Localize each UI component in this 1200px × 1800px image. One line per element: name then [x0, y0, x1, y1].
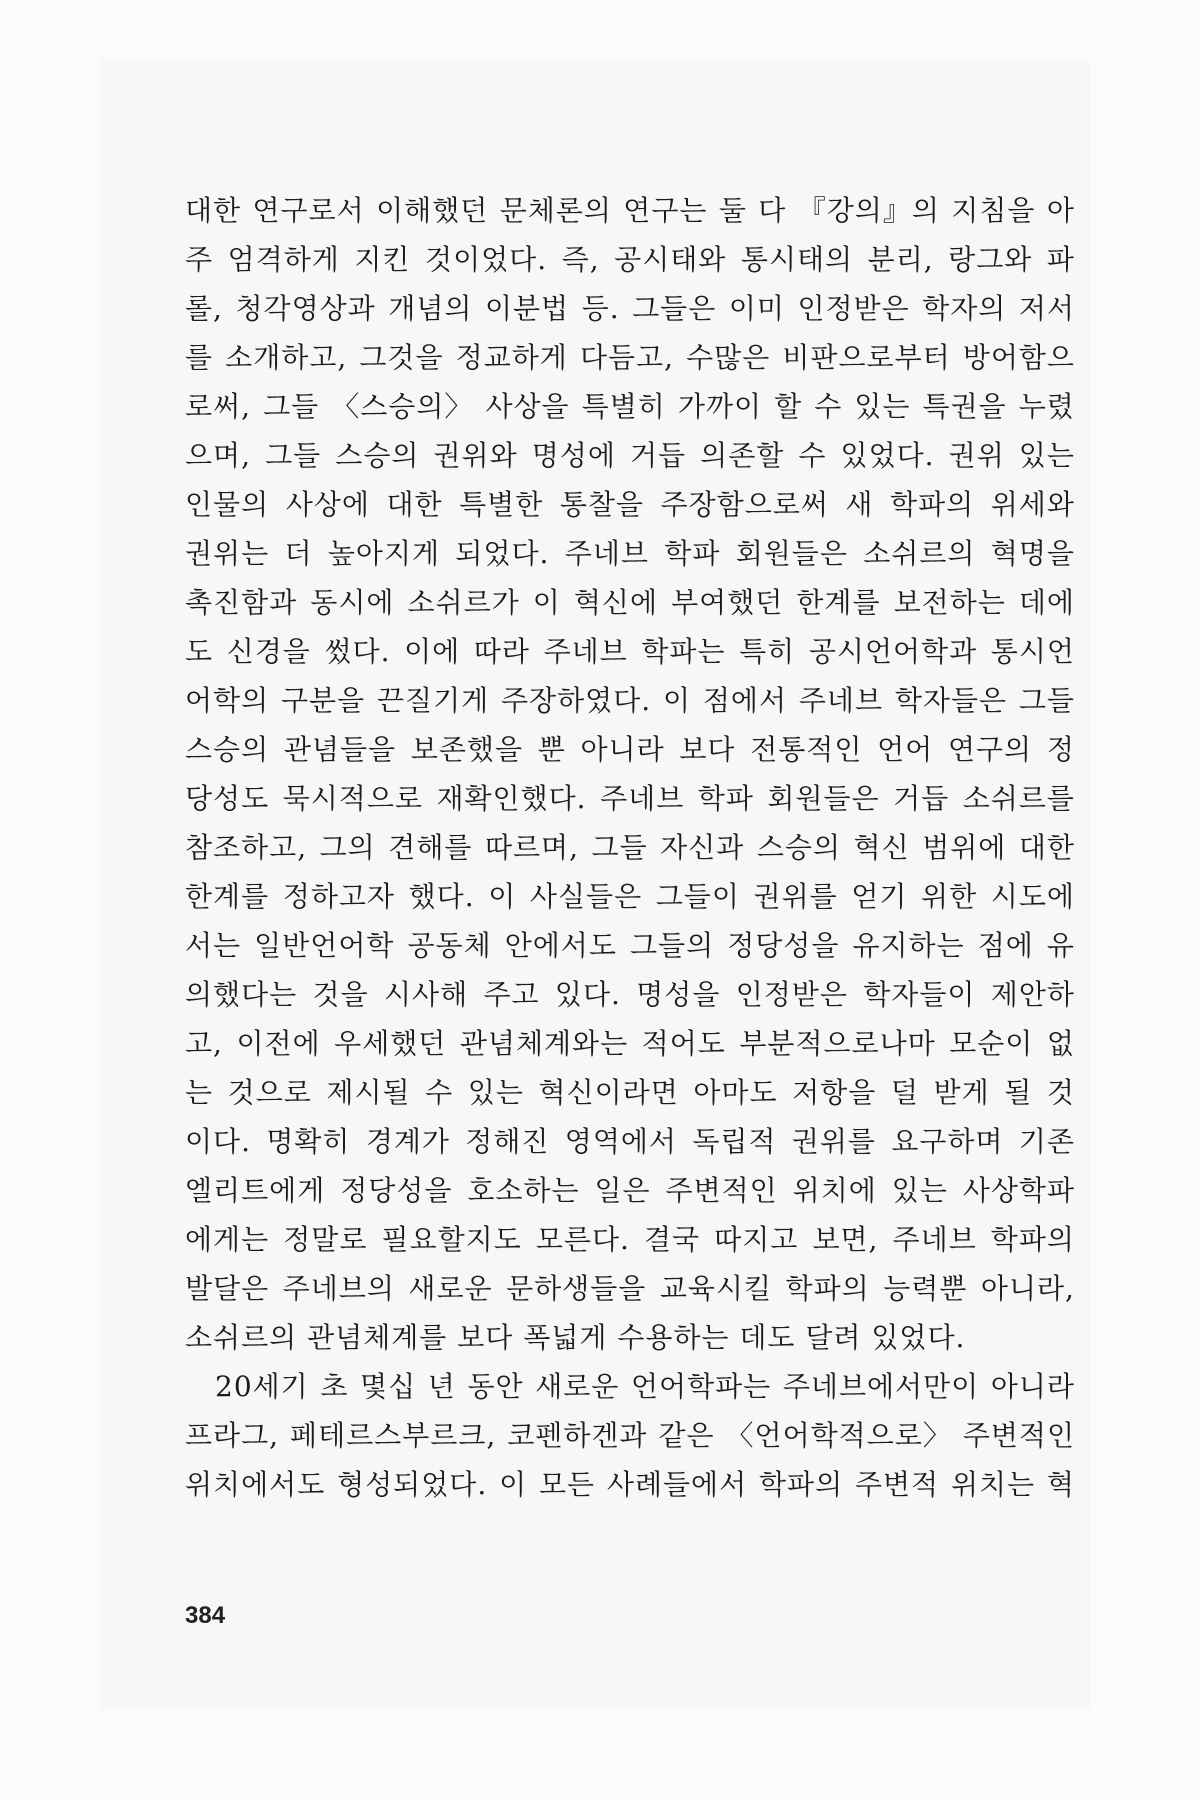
word: 안에서도 [504, 929, 617, 962]
word: 주고 [483, 978, 540, 1011]
text-line [185, 1411, 1075, 1460]
word: 인정받은 [797, 292, 910, 325]
word: 20세기 [215, 1370, 309, 1403]
word: 새로운 [535, 1370, 620, 1403]
word: 관념들을 [283, 733, 397, 766]
word: 썼다. [324, 635, 391, 668]
text-line [185, 1019, 1075, 1068]
word: 소쉬르가 [407, 586, 520, 619]
text-line [185, 921, 1075, 970]
word: 의존할 [700, 439, 785, 472]
text-line [185, 186, 1075, 235]
word: 보면, [812, 1223, 879, 1256]
word: 정하고자 [282, 880, 395, 913]
word: 같은 [658, 1419, 715, 1452]
word: 보존했을 [410, 733, 523, 766]
word: 혁신이라면 [538, 1076, 679, 1109]
word: 이다. [185, 1125, 251, 1158]
word: 주장하였다. [501, 684, 652, 717]
word: 인정받은 [735, 978, 848, 1011]
text-line [185, 676, 1075, 725]
word: 유 [1046, 929, 1075, 962]
word: 요구하며 [891, 1125, 1004, 1158]
word: 한계를 [185, 880, 270, 913]
word: 이해했던 [376, 194, 489, 227]
word: 문체론의 [499, 194, 612, 227]
word: 자신과 [660, 831, 745, 864]
word: 주변적 [854, 1468, 940, 1501]
word: 초 [320, 1370, 349, 1403]
word: 문하생들을 [506, 1272, 647, 1305]
word: 권위와 [433, 439, 518, 472]
word: 그들이 [655, 880, 740, 913]
text-line [185, 480, 1075, 529]
word: 대한 [185, 194, 242, 227]
word: 파 [1046, 243, 1075, 276]
word: 모든 [538, 1468, 596, 1501]
word: 청각영상과 [235, 292, 376, 325]
word: 다 [758, 194, 787, 227]
word: 시도에 [990, 880, 1075, 913]
word: 제안하 [990, 978, 1075, 1011]
word: 스승의 [756, 831, 842, 864]
text-line [185, 1460, 1075, 1509]
word: 사상학파 [962, 1174, 1075, 1207]
word: 발달은 [185, 1272, 270, 1305]
word: 묵시적으로 [282, 782, 423, 815]
word: 정 [1046, 733, 1075, 766]
word: 모른다. [535, 1223, 630, 1256]
word: 주네브 [543, 635, 628, 668]
word: 그것을 [359, 341, 444, 374]
word: 관념체계와는 [459, 1027, 629, 1060]
word: 얻기 [851, 880, 908, 913]
word: 덜 [890, 1076, 919, 1109]
word: 거듭 [893, 782, 950, 815]
word: 학자의 [922, 292, 1007, 325]
word: 특별한 [459, 488, 544, 521]
word: 이미 [728, 292, 785, 325]
word: 언어학파는 [630, 1370, 772, 1403]
word: 대한 [386, 488, 443, 521]
word: 페테르스부르크, [290, 1419, 497, 1452]
word: 정해진 [465, 1125, 550, 1158]
word: 〈스승의〉 [331, 390, 474, 423]
word: 주네브에서만이 [782, 1370, 980, 1403]
word: 제시될 [326, 1076, 411, 1109]
word: 그들의 [629, 929, 715, 962]
word: 고, [185, 1027, 223, 1060]
word: 이 [499, 1468, 528, 1501]
word: 엄격하게 [227, 243, 340, 276]
word: 주네브 [600, 782, 685, 815]
word: 따지고 [714, 1223, 799, 1256]
text-line [185, 970, 1075, 1019]
word: 부분적으로나마 [739, 1027, 936, 1060]
word: 엘리트에게 [185, 1174, 326, 1207]
word: 기존 [1018, 1125, 1075, 1158]
word: 아니라, [980, 1272, 1075, 1305]
word: 가까이 [677, 390, 763, 423]
word: 명성에 [531, 439, 616, 472]
word: 스승의 [335, 439, 420, 472]
word: 새로운 [408, 1272, 493, 1305]
word: 권위를 [791, 1125, 876, 1158]
word: 정당성을 [340, 1174, 453, 1207]
word: 특권을 [922, 390, 1007, 423]
word: 주네브 [892, 1223, 977, 1256]
text-line [185, 431, 1075, 480]
word: 끈질기게 [376, 684, 490, 717]
word: 일반언어학 [254, 929, 395, 962]
word: 우세했던 [334, 1027, 447, 1060]
word: 저항을 [792, 1076, 877, 1109]
word: 재확인했다. [436, 782, 587, 815]
word: 누렸 [1018, 390, 1075, 423]
word: 그의 [319, 831, 376, 864]
word: 공시태와 [614, 243, 727, 276]
word: 경계가 [365, 1125, 450, 1158]
word: 공시언어학과 [808, 635, 978, 668]
word: 혁명을 [990, 537, 1075, 570]
word: 견해를 [388, 831, 473, 864]
word: 이전에 [236, 1027, 321, 1060]
text-line [185, 235, 1075, 284]
word: 연구로서 [252, 194, 365, 227]
word: 『강의』의 [797, 194, 940, 227]
word: 인물의 [185, 488, 270, 521]
word: 학파의 [785, 1272, 870, 1305]
word: 할 [774, 390, 803, 423]
word: 것을 [312, 978, 369, 1011]
word: 사례들에서 [606, 1468, 748, 1501]
word: 따르며, [484, 831, 579, 864]
word: 이 [488, 880, 517, 913]
word: 데에 [1018, 586, 1075, 619]
word: 보전하는 [893, 586, 1006, 619]
word: 〈언어학적으로〉 [725, 1419, 952, 1452]
text-line [185, 1117, 1075, 1166]
word: 코펜하겐과 [507, 1419, 648, 1452]
word: 부여했던 [671, 586, 784, 619]
word: 한계를 [796, 586, 881, 619]
word: 학자들이 [863, 978, 976, 1011]
word: 학파는 [641, 635, 726, 668]
word: 명성을 [636, 978, 721, 1011]
word: 권위를 [753, 880, 838, 913]
word: 프라그, [185, 1419, 280, 1452]
word: 롤, [185, 292, 223, 325]
text-line [185, 578, 1075, 627]
word: 방어함으 [962, 341, 1075, 374]
word: 위세와 [990, 488, 1075, 521]
word: 그들은 [632, 292, 717, 325]
word: 아마도 [693, 1076, 778, 1109]
word: 연구는 [623, 194, 708, 227]
word: 새 [845, 488, 874, 521]
word: 시사해 [383, 978, 469, 1011]
word: 아니라 [990, 1370, 1075, 1403]
word: 주네브의 [282, 1272, 395, 1305]
word: 혁 [1046, 1468, 1075, 1501]
word: 랑그와 [948, 243, 1033, 276]
word: 다듬고, [579, 341, 674, 374]
text-line [185, 529, 1075, 578]
word: 거듭 [629, 439, 687, 472]
word: 특히 [739, 635, 796, 668]
word: 신경을 [226, 635, 311, 668]
word: 있는 [891, 1174, 948, 1207]
word: 형성되었다. [337, 1468, 488, 1501]
word: 아니라 [580, 733, 665, 766]
word: 사상을 [485, 390, 570, 423]
word: 그들 [265, 439, 322, 472]
word: 모순이 [949, 1027, 1034, 1060]
word: 권위는 [185, 537, 270, 570]
word: 년 [427, 1370, 456, 1403]
word: 주 [185, 243, 214, 276]
word: 있다. [554, 978, 621, 1011]
word: 저서 [1018, 292, 1075, 325]
word: 사실들은 [529, 880, 643, 913]
word: 호소하는 [467, 1174, 580, 1207]
word: 결국 [643, 1223, 701, 1256]
word: 특별히 [581, 390, 666, 423]
word: 학파 [697, 782, 754, 815]
word: 연구의 [947, 733, 1033, 766]
word: 것으로 [227, 1076, 312, 1109]
word: 없 [1046, 1027, 1075, 1060]
word: 회원들은 [767, 782, 880, 815]
word: 이에 [404, 635, 461, 668]
word: 명확히 [266, 1125, 351, 1158]
word: 될 [1004, 1076, 1033, 1109]
text-line [185, 1166, 1075, 1215]
word: 소쉬르를 [962, 782, 1075, 815]
word: 주네브 [564, 537, 649, 570]
word: 주네브 [798, 684, 884, 717]
word: 전통적인 [750, 733, 863, 766]
word: 공동체 [407, 929, 492, 962]
word: 그들 [263, 390, 320, 423]
word: 를 [185, 341, 214, 374]
word: 정말로 [283, 1223, 368, 1256]
text-line-paragraph-end: 소쉬르의 관념체계를 보다 폭넓게 수용하는 데도 달려 있었다. [185, 1321, 966, 1354]
word: 대한 [1018, 831, 1075, 864]
word: 당성도 [185, 782, 270, 815]
word: 더 [284, 537, 313, 570]
word: 개념의 [388, 292, 473, 325]
word: 정당성을 [727, 929, 840, 962]
word: 위한 [921, 880, 978, 913]
word: 정교하게 [455, 341, 568, 374]
word: 주장함으로써 [660, 488, 829, 521]
text-line-paragraph-start [185, 1362, 1075, 1411]
word: 있었다. [840, 439, 935, 472]
word: 구분을 [280, 684, 366, 717]
word: 학파의 [758, 1468, 844, 1501]
word: 했다. [408, 880, 475, 913]
word: 소개하고, [225, 341, 348, 374]
word: 받게 [933, 1076, 990, 1109]
text-line [185, 382, 1075, 431]
word: 주변적인 [665, 1174, 778, 1207]
word: 참조하고, [185, 831, 308, 864]
word: 동안 [467, 1370, 524, 1403]
word: 비판으로부터 [782, 341, 951, 374]
word: 독립적 [692, 1125, 777, 1158]
word: 스승의 [185, 733, 270, 766]
word: 학자들은 [894, 684, 1008, 717]
word: 학파의 [890, 488, 975, 521]
word: 영역에서 [564, 1125, 677, 1158]
word: 분리, [867, 243, 934, 276]
text-line [185, 774, 1075, 823]
word: 지킨 [354, 243, 411, 276]
word: 통시언 [990, 635, 1075, 668]
word: 회원들은 [735, 537, 848, 570]
word: 지침을 [951, 194, 1036, 227]
word: 는 [185, 1076, 214, 1109]
word: 촉진함과 [185, 586, 298, 619]
word: 학파의 [990, 1223, 1075, 1256]
word: 혁신에 [573, 586, 659, 619]
word: 위치는 [950, 1468, 1036, 1501]
word: 권위 [948, 439, 1005, 472]
word: 그들 [1018, 684, 1075, 717]
page-number: 384 [185, 1602, 226, 1629]
word: 주변적인 [962, 1419, 1075, 1452]
text-line [185, 1264, 1075, 1313]
text-line [185, 1068, 1075, 1117]
word: 소쉬르의 [863, 537, 976, 570]
word: 혁신 [853, 831, 910, 864]
word: 수 [798, 439, 827, 472]
word: 이 [662, 684, 692, 717]
word: 둘 [718, 194, 747, 227]
word: 되었다. [455, 537, 550, 570]
word: 언어 [877, 733, 934, 766]
word: 이 [532, 586, 561, 619]
word: 능력뿐 [883, 1272, 968, 1305]
word: 통시태의 [740, 243, 854, 276]
word: 어학의 [185, 684, 270, 717]
word: 학파 [664, 537, 721, 570]
word: 유지하는 [852, 929, 965, 962]
word: 보다 [679, 733, 736, 766]
word: 점에 [977, 929, 1034, 962]
word: 있는 [1018, 439, 1075, 472]
word: 있는 [854, 390, 911, 423]
text-line [185, 1215, 1075, 1264]
word: 따라 [473, 635, 530, 668]
word: 적어도 [641, 1027, 726, 1060]
word: 몇십 [360, 1370, 417, 1403]
word: 일은 [594, 1174, 651, 1207]
word: 사상에 [285, 488, 370, 521]
text-line [185, 627, 1075, 676]
word: 수많은 [686, 341, 771, 374]
text-line [185, 725, 1075, 774]
word: 으며, [185, 439, 251, 472]
word: 있는 [467, 1076, 524, 1109]
word: 위치에 [792, 1174, 877, 1207]
body-text [185, 186, 1075, 1509]
word: 즉, [561, 243, 600, 276]
word: 서는 [185, 929, 242, 962]
text-line [185, 284, 1075, 333]
word: 필요할지도 [381, 1223, 522, 1256]
word: 등. [581, 292, 620, 325]
word: 에게는 [185, 1223, 270, 1256]
text-line [185, 333, 1075, 382]
word: 도 [185, 635, 214, 668]
word: 교육시킬 [659, 1272, 773, 1305]
word: 이분법 [484, 292, 570, 325]
word: 아 [1046, 194, 1075, 227]
word: 수 [425, 1076, 454, 1109]
word: 뿐 [537, 733, 566, 766]
word: 로써, [185, 390, 251, 423]
word: 수 [814, 390, 843, 423]
word: 의했다는 [185, 978, 298, 1011]
text-line [185, 872, 1075, 921]
word: 그들 [591, 831, 648, 864]
word: 것이었다. [425, 243, 548, 276]
word: 점에서 [702, 684, 788, 717]
word: 동시에 [310, 586, 395, 619]
word: 위치에서도 [185, 1468, 326, 1501]
word: 것 [1046, 1076, 1075, 1109]
word: 높아지게 [327, 537, 441, 570]
word: 통찰을 [559, 488, 644, 521]
text-line [185, 823, 1075, 872]
word: 범위에 [922, 831, 1007, 864]
